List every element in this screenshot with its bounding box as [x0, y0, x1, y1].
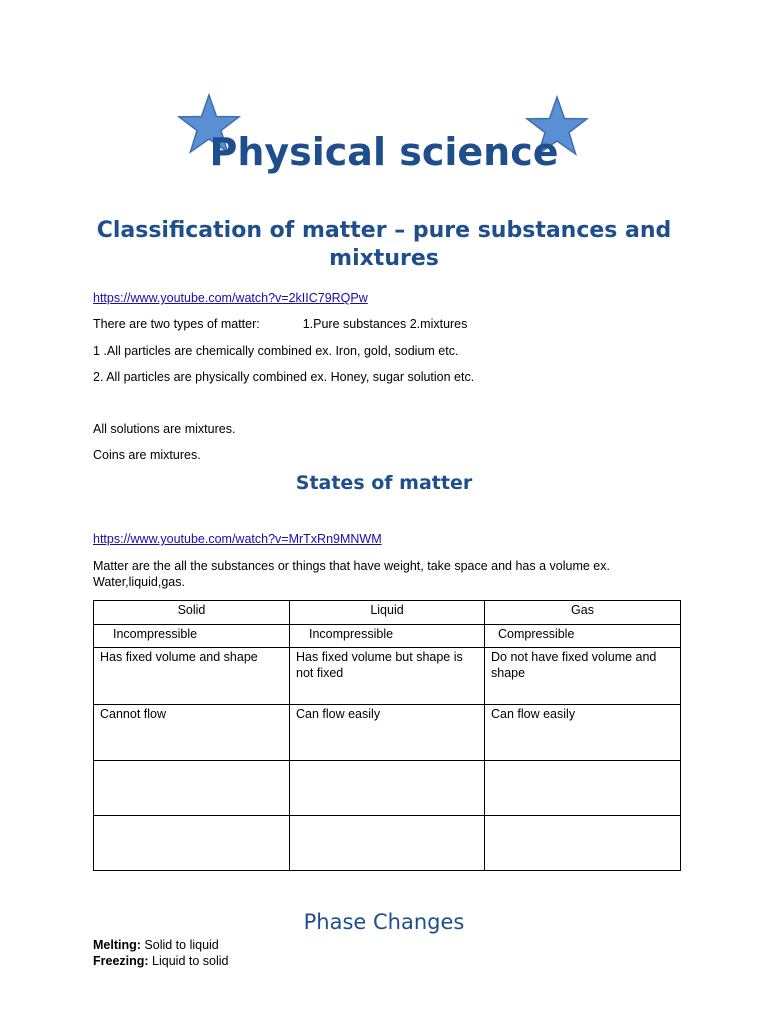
table-cell: Compressible	[485, 625, 681, 648]
table-cell: Can flow easily	[290, 705, 485, 761]
classification-video-link[interactable]: https://www.youtube.com/watch?v=2kIIC79RQPw	[93, 291, 368, 305]
coins-line: Coins are mixtures.	[93, 448, 201, 462]
phase-item-freezing	[93, 953, 229, 969]
table-cell: Can flow easily	[485, 705, 681, 761]
solutions-line: All solutions are mixtures.	[93, 422, 236, 436]
table-cell	[94, 816, 290, 871]
table-cell: Do not have fixed volume and shape	[485, 648, 681, 705]
table-cell	[94, 761, 290, 816]
table-header-solid: Solid	[94, 601, 290, 625]
table-cell	[290, 816, 485, 871]
table-cell: Has fixed volume and shape	[94, 648, 290, 705]
table-header-row	[94, 601, 681, 625]
table-cell: Incompressible	[290, 625, 485, 648]
phase-term: Freezing:	[93, 954, 149, 968]
table-row	[94, 705, 681, 761]
table-cell: Cannot flow	[94, 705, 290, 761]
mixture-line: 2. All particles are physically combined ex. Honey, sugar solution etc.	[93, 370, 475, 384]
types-prefix: There are two types of matter:	[93, 317, 260, 331]
types-of-matter-line	[93, 316, 467, 332]
table-cell	[485, 761, 681, 816]
phase-changes-heading: Phase Changes	[303, 910, 465, 934]
table-row	[94, 648, 681, 705]
phase-item-melting	[93, 937, 219, 953]
page-title: Physical science	[209, 130, 559, 174]
table-cell: Incompressible	[94, 625, 290, 648]
types-list: 1.Pure substances 2.mixtures	[302, 317, 468, 331]
states-heading: States of matter	[295, 472, 473, 494]
classification-heading: Classification of matter – pure substances and mixtures	[96, 218, 672, 271]
phase-term: Melting:	[93, 938, 141, 952]
table-row	[94, 816, 681, 871]
table-cell	[290, 761, 485, 816]
matter-definition: Matter are the all the substances or things that have weight, take space and has a volume ex. Water,liquid,gas.	[93, 559, 610, 589]
states-table	[93, 600, 681, 871]
table-row	[94, 625, 681, 648]
table-cell: Has fixed volume but shape is not fixed	[290, 648, 485, 705]
phase-desc: Liquid to solid	[152, 954, 229, 968]
table-cell	[485, 816, 681, 871]
phase-desc: Solid to liquid	[144, 938, 219, 952]
table-row	[94, 761, 681, 816]
pure-substance-line: 1 .All particles are chemically combined ex. Iron, gold, sodium etc.	[93, 344, 459, 358]
table-header-gas: Gas	[485, 601, 681, 625]
states-video-link[interactable]: https://www.youtube.com/watch?v=MrTxRn9MNWM	[93, 532, 382, 546]
table-header-liquid: Liquid	[290, 601, 485, 625]
